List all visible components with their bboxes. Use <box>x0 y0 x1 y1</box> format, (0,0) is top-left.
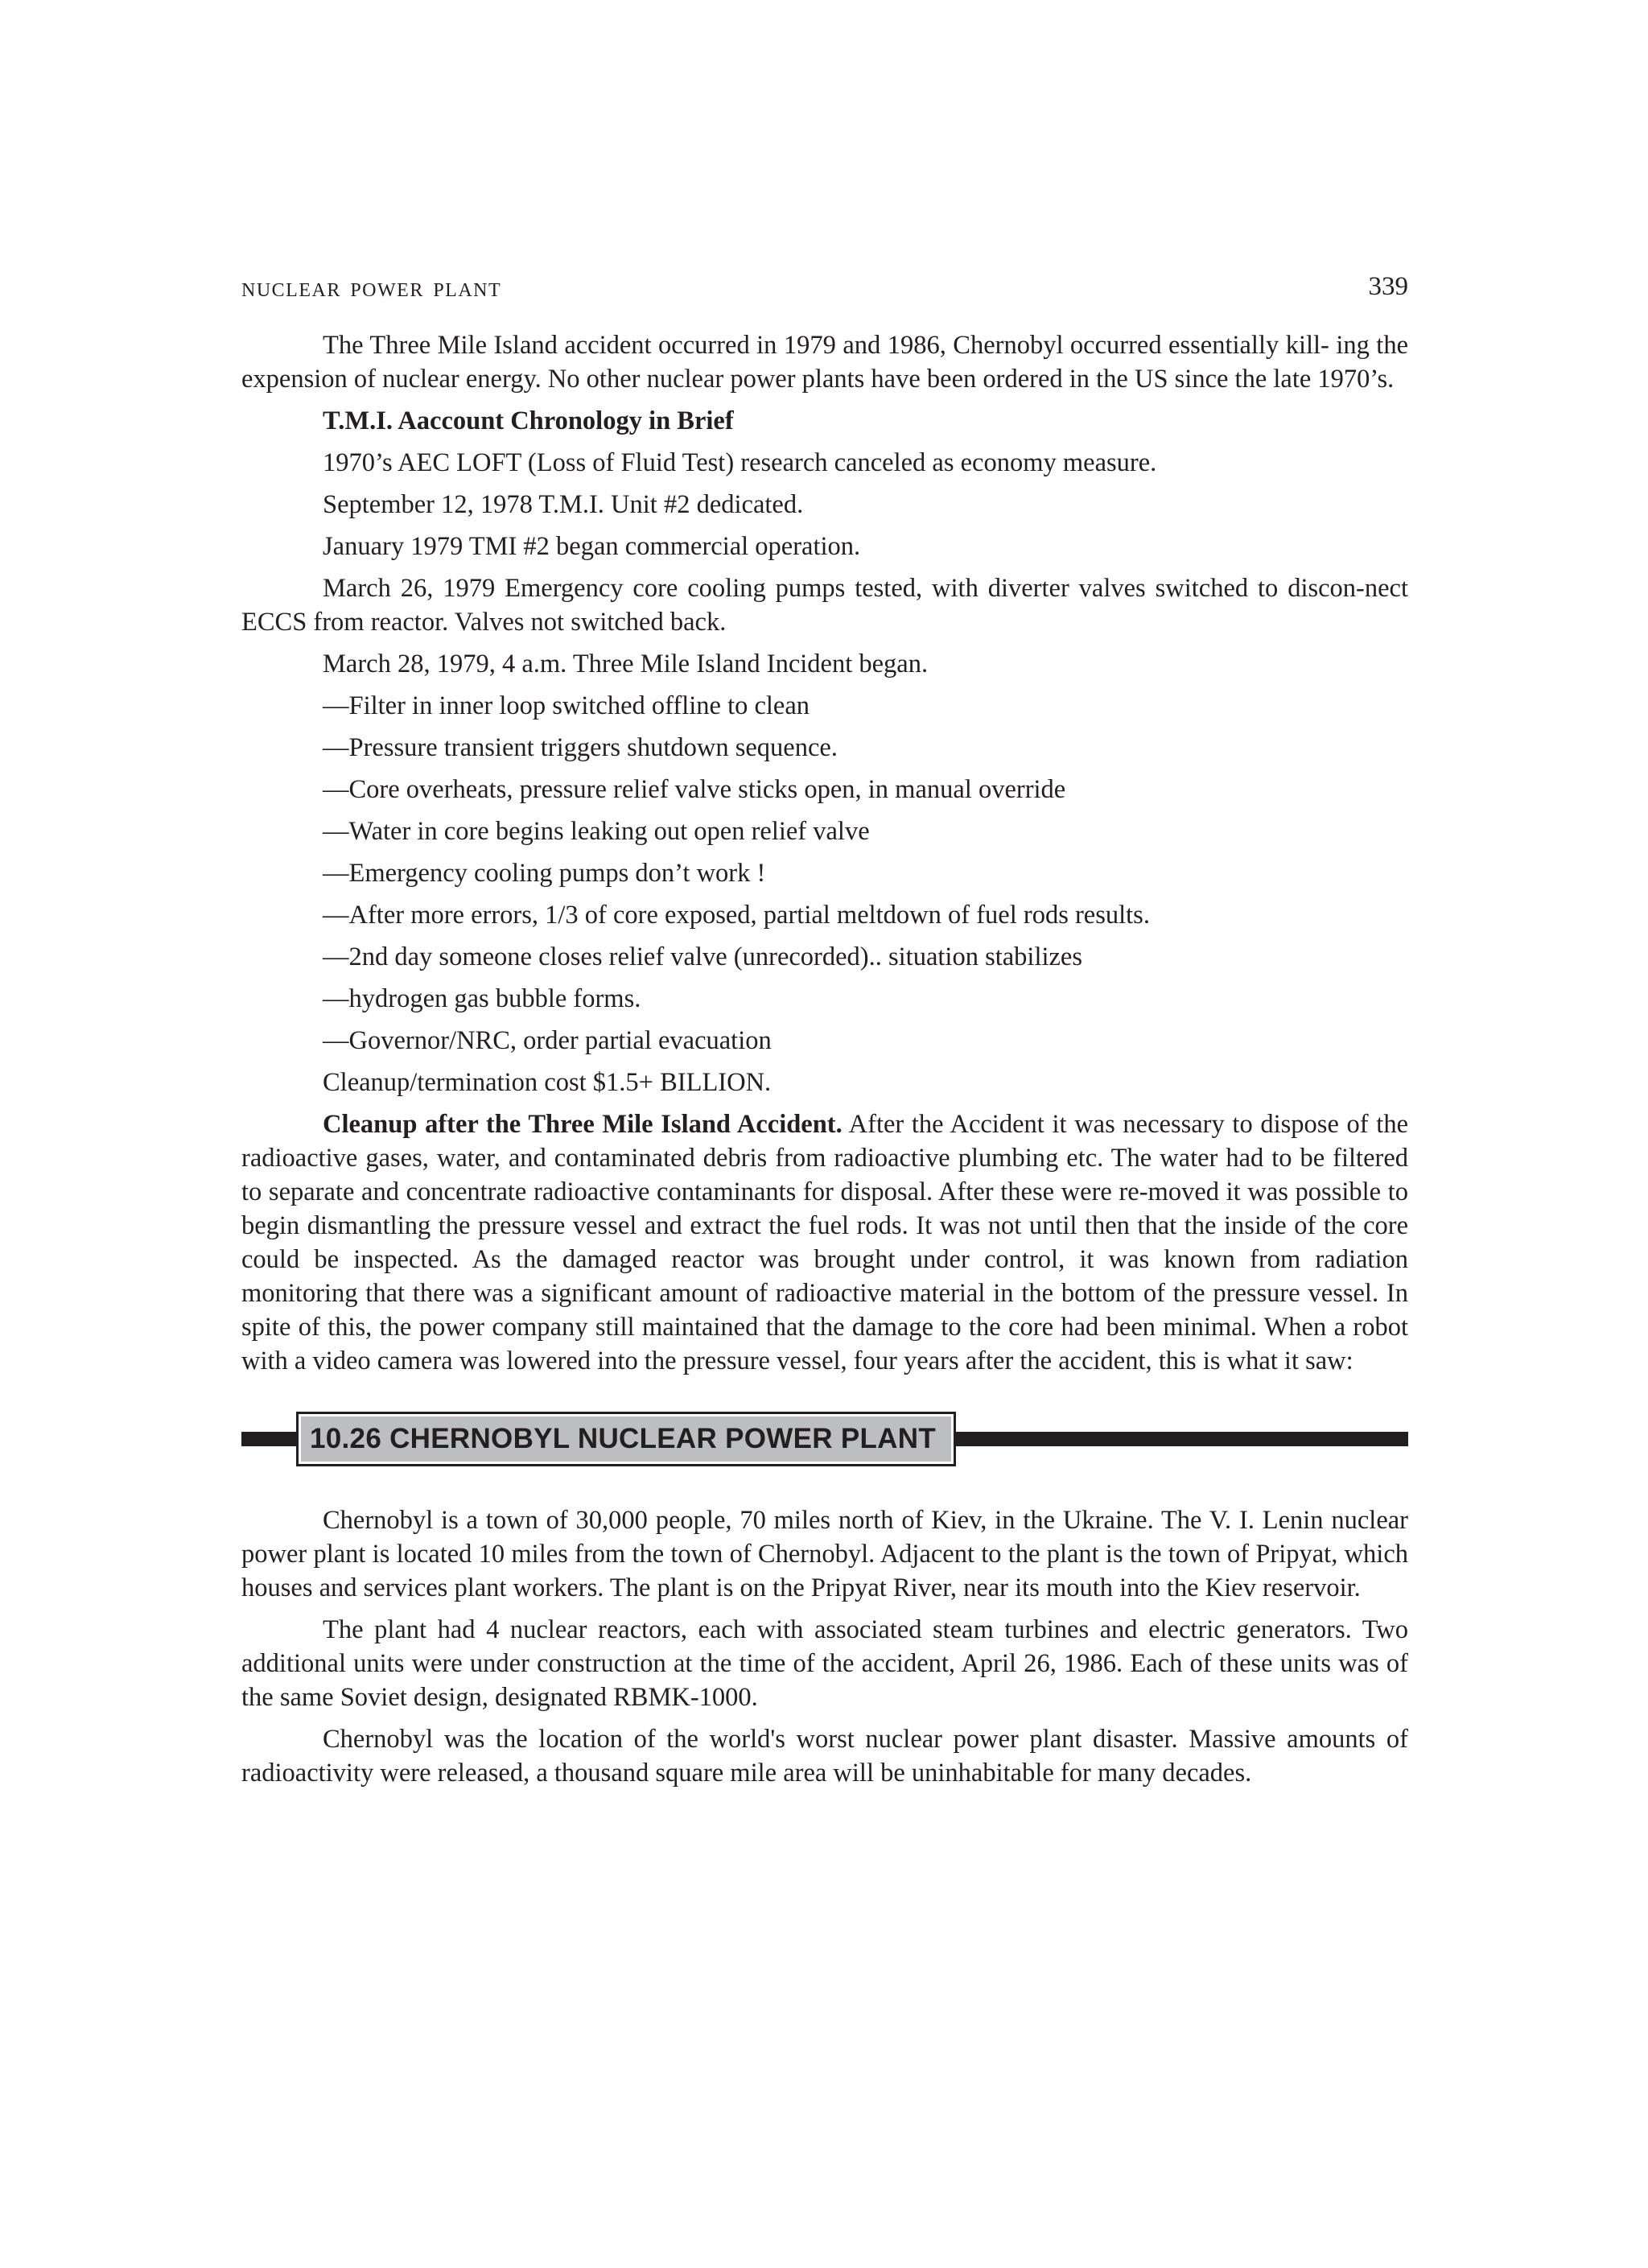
intro-line-1: The Three Mile Island accident occurred in 1979 and 1986, Chernobyl occurred essentially kill- <box>323 331 1329 360</box>
chronology-item: March 28, 1979, 4 a.m. Three Mile Island Incident began. <box>323 649 929 678</box>
intro-line-2: ing the expension of nuclear energy. No other nuclear power plants have been ordered in the US since the late 1970’s. <box>241 331 1408 394</box>
chronology-item: —2nd day someone closes relief valve (unrecorded).. situation stabilizes <box>323 942 1083 971</box>
chronology-item: Cleanup/termination cost $1.5+ BILLION. <box>323 1068 772 1097</box>
chernobyl-paragraph-3: Chernobyl was the location of the world's worst nuclear power plant disaster. Massive amounts of radioactivity were released, a thousand square mile area will be uninhabitable for many decades. <box>241 1725 1408 1788</box>
chernobyl-paragraph-2: The plant had 4 nuclear reactors, each with associated steam turbines and electric generators. Two additional units were under construction at the time of the accident, April 26, 1986. Each of these units was of the same Soviet design, designated RBMK-1000. <box>241 1615 1408 1712</box>
chronology-heading: T.M.I. Aaccount Chronology in Brief <box>323 406 734 435</box>
section-heading-title: 10.26 CHERNOBYL NUCLEAR POWER PLANT <box>296 1412 956 1466</box>
section-heading <box>241 1412 1408 1466</box>
chronology-item: —Filter in inner loop switched offline to clean <box>323 691 810 720</box>
chernobyl-paragraph-1: Chernobyl is a town of 30,000 people, 70 miles north of Kiev, in the Ukraine. The V. I. Lenin nuclear power plant is located 10 miles from the town of Chernobyl. Adjacent to the plant is the town of Pripyat, which houses and services plant workers. The plant is on the Pripyat River, near its mouth into the Kiev reservoir. <box>241 1506 1408 1602</box>
chronology-item: —hydrogen gas bubble forms. <box>323 984 641 1013</box>
running-title: NUCLEAR POWER PLANT <box>241 280 502 301</box>
chronology-item: —Core overheats, pressure relief valve sticks open, in manual override <box>323 775 1066 804</box>
chronology-item: —Water in core begins leaking out open relief valve <box>323 817 870 846</box>
chronology-item: January 1979 TMI #2 began commercial operation. <box>323 532 861 561</box>
page-number: 339 <box>1368 272 1408 301</box>
chronology-item: —Pressure transient triggers shutdown sequence. <box>323 733 838 762</box>
intro-paragraph <box>241 328 1408 396</box>
cleanup-body: After the Accident it was necessary to dispose of the radioactive gases, water, and contaminated debris from radioactive plumbing etc. The water had to be filtered to separate and concentrate radioactive contaminants for disposal. After these were re-moved it was possible to begin dismantling the pressure vessel and extract the fuel rods. It was not until then that the inside of the core could be inspected. As the damaged reactor was brought under control, it was known from radiation monitoring that there was a significant amount of radioactive material in the bottom of the pressure vessel. In spite of this, the power company still maintained that the damage to the core had been minimal. When a robot with a video camera was lowered into the pressure vessel, four years after the accident, this is what it saw: <box>241 1110 1408 1375</box>
chronology-item: —After more errors, 1/3 of core exposed, partial meltdown of fuel rods results. <box>323 901 1150 930</box>
chronology-item: 1970’s AEC LOFT (Loss of Fluid Test) research canceled as economy measure. <box>323 448 1157 477</box>
running-head <box>241 266 1408 306</box>
book-page <box>241 266 1408 1790</box>
cleanup-paragraph <box>241 1107 1408 1378</box>
chronology-item: —Governor/NRC, order partial evacuation <box>323 1026 772 1055</box>
chronology-item: —Emergency cooling pumps don’t work ! <box>323 859 766 888</box>
chronology-item: March 26, 1979 Emergency core cooling pumps tested, with diverter valves switched to discon-nect ECCS from reactor. Valves not switched back. <box>241 574 1408 637</box>
chronology-item: September 12, 1978 T.M.I. Unit #2 dedicated. <box>323 490 804 519</box>
cleanup-lead: Cleanup after the Three Mile Island Accident. <box>323 1110 843 1139</box>
